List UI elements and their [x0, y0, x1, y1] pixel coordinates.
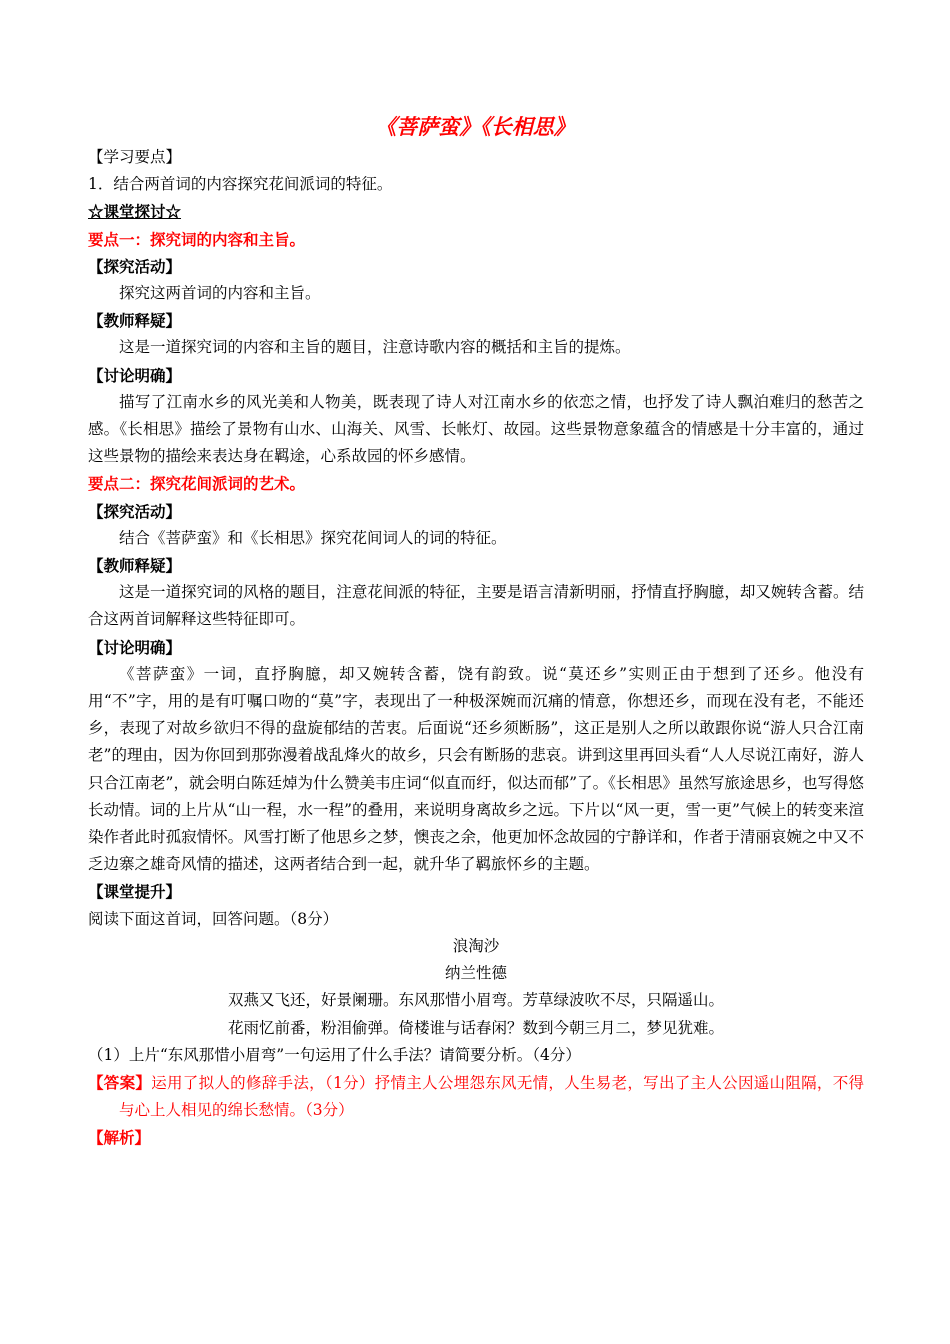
- question-1: （1）上片“东风那惜小眉弯”一句运用了什么手法？请简要分析。（4分）: [88, 1045, 581, 1064]
- poem-line-1: 双燕又飞还，好景阑珊。东风那惜小眉弯。芳草绿波吹不尽，只隔遥山。: [227, 991, 724, 1010]
- point1-discuss-label: 【讨论明确】: [88, 365, 182, 385]
- poem-author: 纳兰性德: [444, 964, 507, 983]
- classroom-heading: ☆课堂探讨☆: [88, 202, 182, 222]
- improve-label: 【课堂提升】: [88, 882, 182, 902]
- document-title: 《菩萨蛮》《长相思》: [375, 114, 575, 139]
- document-body: [88, 144, 864, 1152]
- point1-discuss-text: 描写了江南水乡的风光美和人物美，既表现了诗人对江南水乡的依恋之情，也抒发了诗人飘泊难归的愁苦之感。《长相思》描绘了景物有山水、山海关、风雪、长帐灯、故园。这些景物意象蕴含的情感是十分丰富的，通过这些景物的描绘来表达身在羁途，心系故园的怀乡感情。: [88, 392, 864, 466]
- point1-heading: 要点一：探究词的内容和主旨。: [88, 229, 306, 249]
- poem-line-2: 花雨忆前番，粉泪偷弹。倚楼谁与话春闲？数到今朝三月二，梦见犹难。: [227, 1018, 724, 1037]
- study-point-item: 1．结合两首词的内容探究花间派词的特征。: [88, 175, 393, 194]
- answer-block: [88, 1069, 864, 1124]
- point2-teacher-label: 【教师释疑】: [88, 556, 182, 576]
- point2-heading: 要点二：探究花间派词的艺术。: [88, 474, 306, 494]
- answer-text: 运用了拟人的修辞手法，（1分）抒情主人公埋怨东风无情，人生易老，写出了主人公因遥山阻隔，不得与心上人相见的绵长愁情。（3分）: [119, 1073, 864, 1120]
- point2-activity-text: 结合《菩萨蛮》和《长相思》探究花间词人的词的特征。: [119, 528, 507, 547]
- point1-activity-label: 【探究活动】: [88, 256, 182, 276]
- poem-title: 浪淘沙: [452, 936, 500, 955]
- analysis-label: 【解析】: [88, 1128, 151, 1148]
- point2-discuss-text: 《菩萨蛮》一词，直抒胸臆，却又婉转含蓄，饶有韵致。说“莫还乡”实则正由于想到了还乡。他没有用“不”字，用的是有叮嘱口吻的“莫”字，表现出了一种极深婉而沉痛的情意，你想还乡，而现在没有老，不能还乡，表现了对故乡欲归不得的盘旋郁结的苦衷。后面说“还乡须断肠”，这正是别人之所以敢跟你说“游人只合江南老”的理由，因为你回到那弥漫着战乱烽火的故乡，只会有断肠的悲哀。讲到这里再回头看“人人尽说江南好，游人只合江南老”，就会明白陈廷焯为什么赞美韦庄词“似直而纡，似达而郁”了。《长相思》虽然写旅途思乡，也写得悠长动情。词的上片从“山一程，水一程”的叠用，来说明身离故乡之远。下片以“风一更，雪一更”气候上的转变来渲染作者此时孤寂情怀。风雪打断了他思乡之梦，懊丧之余，他更加怀念故园的宁静详和，作者于清丽哀婉之中又不乏边寨之雄奇风情的描述，这两者结合到一起，就升华了羁旅怀乡的主题。: [88, 664, 864, 874]
- point1-teacher-label: 【教师释疑】: [88, 311, 182, 331]
- answer-label: 【答案】: [88, 1072, 152, 1092]
- point2-discuss-label: 【讨论明确】: [88, 637, 182, 657]
- point1-activity-text: 探究这两首词的内容和主旨。: [119, 284, 321, 303]
- improve-intro: 阅读下面这首词，回答问题。（8分）: [88, 909, 339, 928]
- point1-teacher-text: 这是一道探究词的内容和主旨的题目，注意诗歌内容的概括和主旨的提炼。: [119, 338, 631, 357]
- point2-activity-label: 【探究活动】: [88, 501, 182, 521]
- point2-teacher-text: 这是一道探究词的风格的题目，注意花间派的特征，主要是语言清新明丽，抒情直抒胸臆，却又婉转含蓄。结合这两首词解释这些特征即可。: [88, 583, 864, 629]
- study-points-heading: 【学习要点】: [88, 148, 182, 166]
